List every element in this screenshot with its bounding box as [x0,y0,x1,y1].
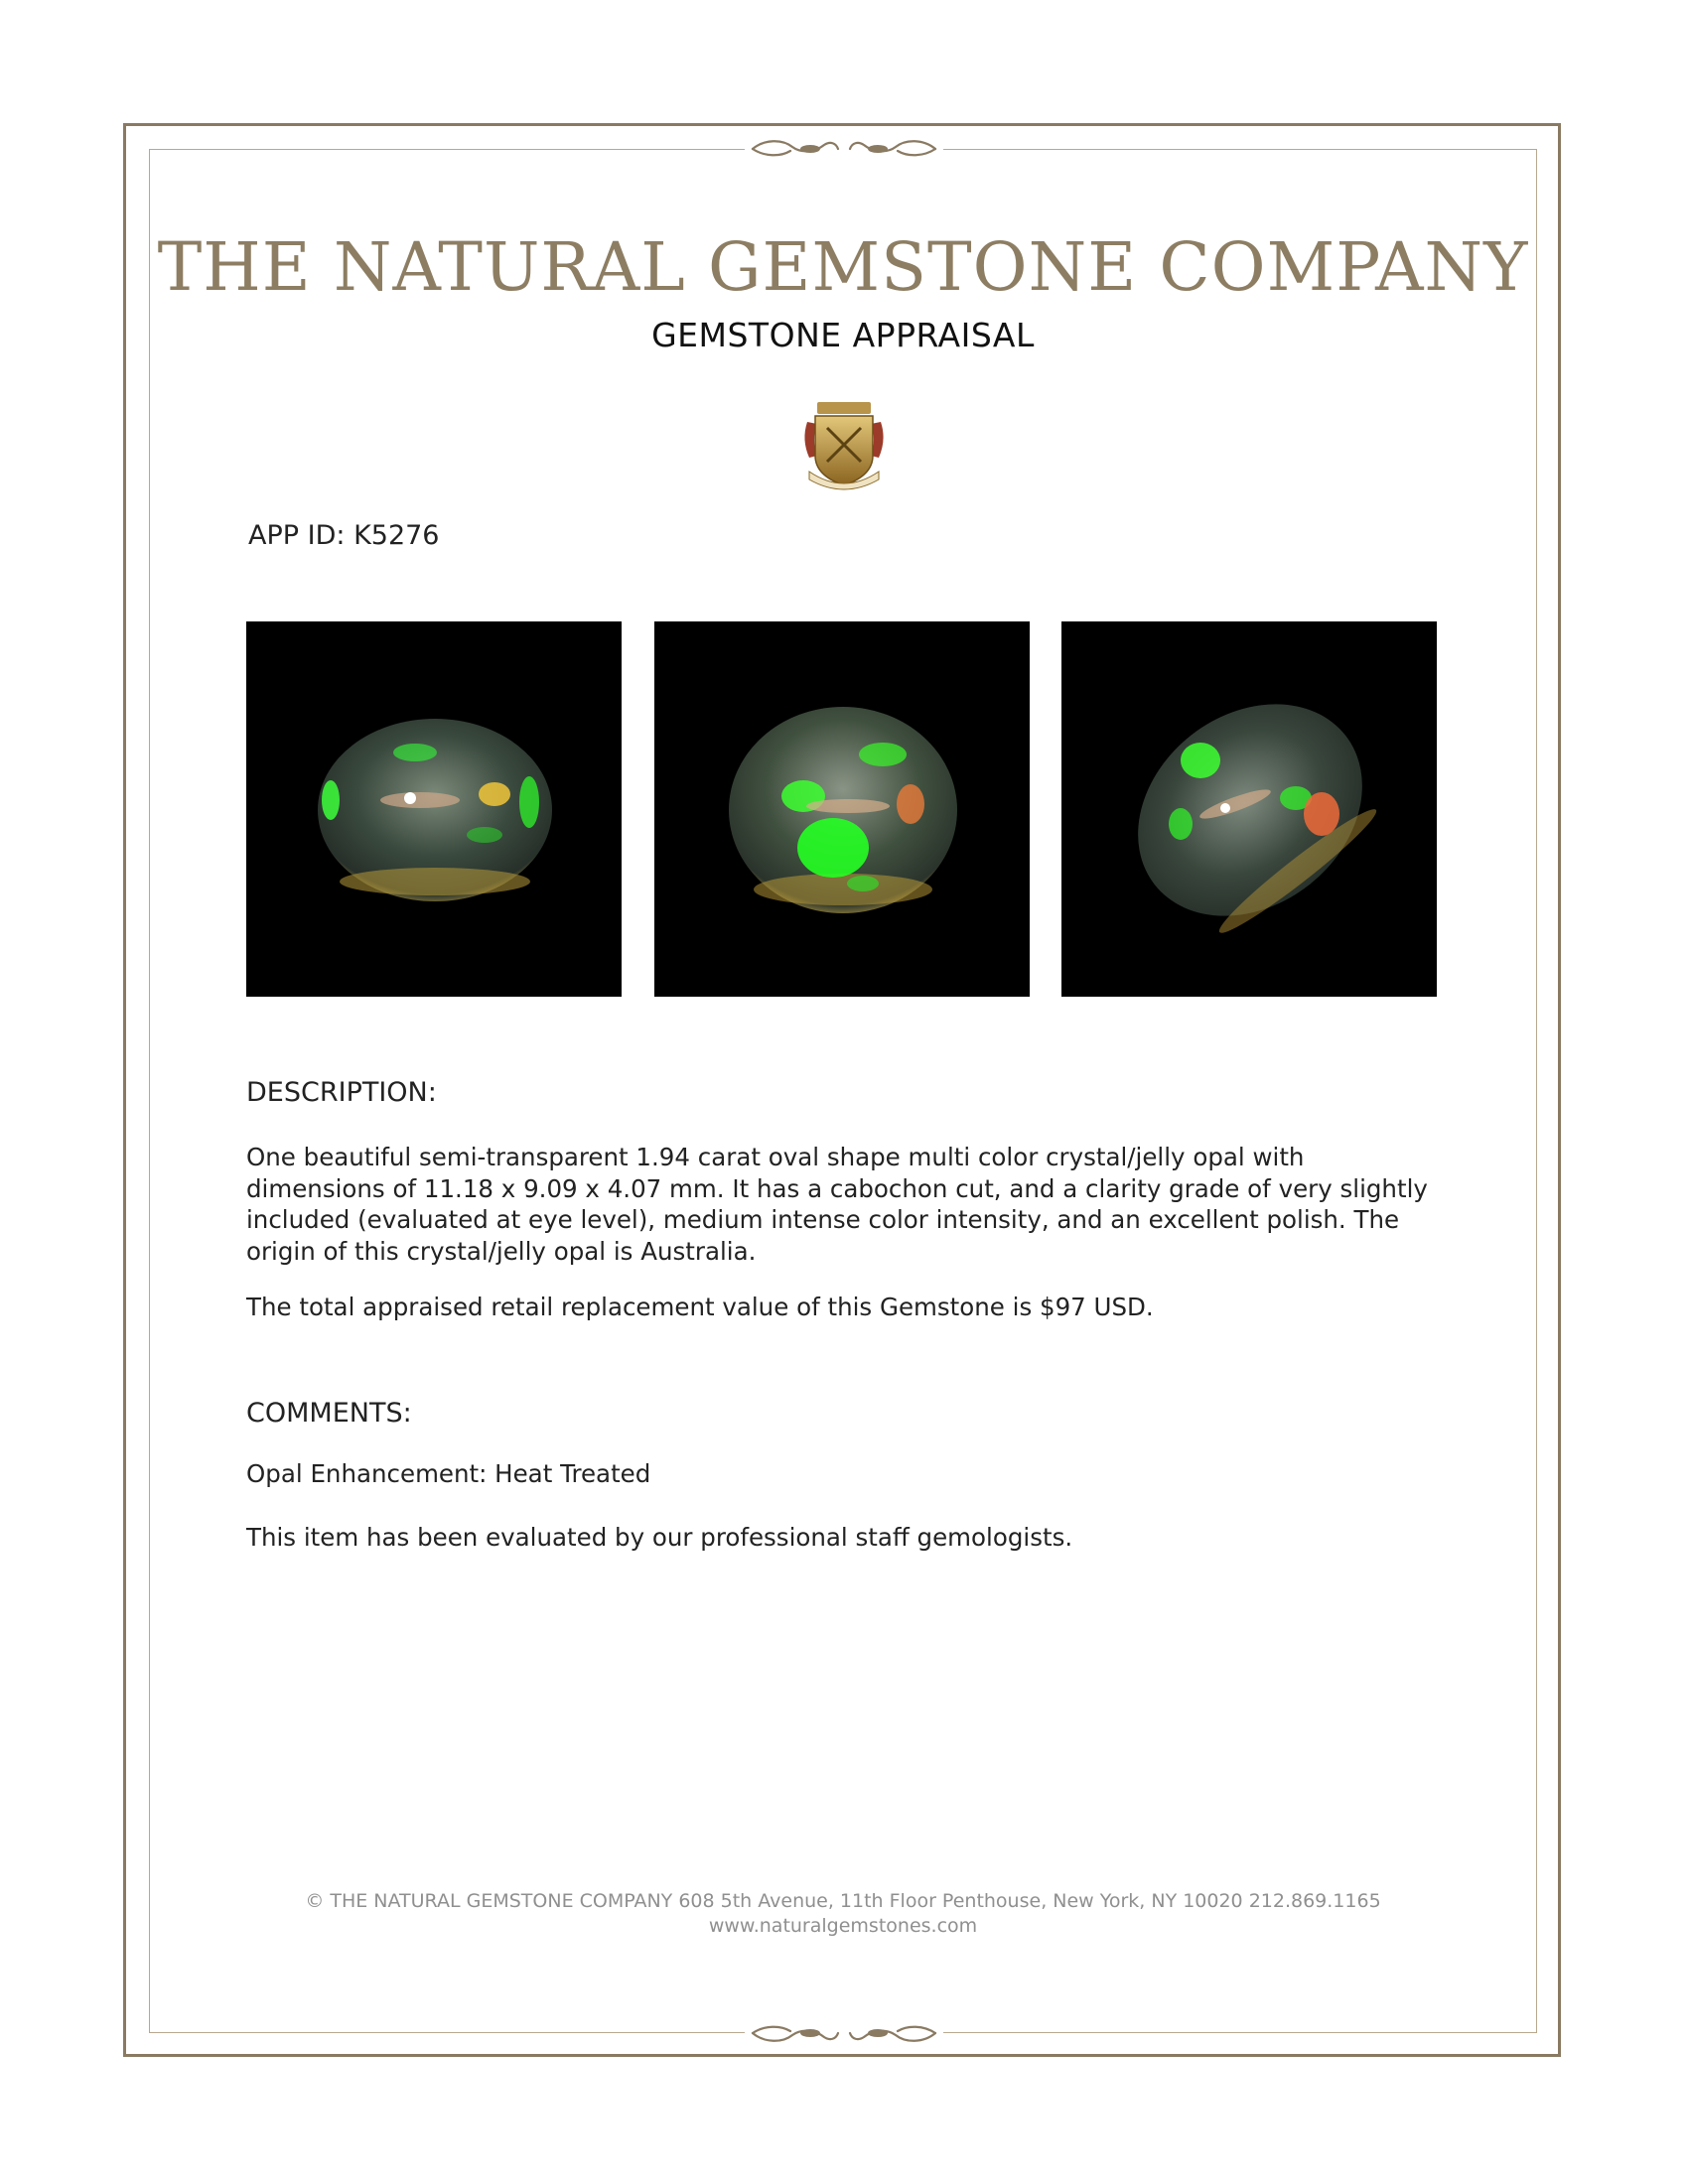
opal-photo-front-icon [246,621,622,997]
app-id-value: K5276 [353,520,440,551]
app-id [248,520,439,551]
flourish-ornament-top-icon [745,129,943,169]
description-text: One beautiful semi-transparent 1.94 carat oval shape multi color crystal/jelly opal with dimensions of 11.18 x 9.09 x 4.07 mm. It has a cabochon cut, and a clarity grade of very slightly included (evaluated at eye level), medium intense color intensity, and an excellent polish. The origin of this crystal/jelly opal is Australia. [246,1143,1428,1266]
flourish-ornament-bottom-icon [745,2013,943,2053]
footer-website: www.naturalgemstones.com [708,1915,978,1937]
opal-photo-angle-icon [1061,621,1437,997]
document-title: GEMSTONE APPRAISAL [651,316,1035,354]
app-id-label: APP ID: [248,520,346,551]
opal-photo-top-icon [654,621,1030,997]
appraised-value-statement: The total appraised retail replacement value of this Gemstone is $97 USD. [246,1293,1154,1321]
footer-address: © THE NATURAL GEMSTONE COMPANY 608 5th Avenue, 11th Floor Penthouse, New York, NY 10020 212.869.1165 [305,1890,1381,1912]
company-crest-icon [801,400,887,495]
description-heading: DESCRIPTION: [246,1077,437,1108]
enhancement-comment: Opal Enhancement: Heat Treated [246,1459,651,1488]
company-name: THE NATURAL GEMSTONE COMPANY [157,228,1529,306]
evaluation-comment: This item has been evaluated by our professional staff gemologists. [246,1523,1073,1552]
comments-heading: COMMENTS: [246,1398,412,1429]
